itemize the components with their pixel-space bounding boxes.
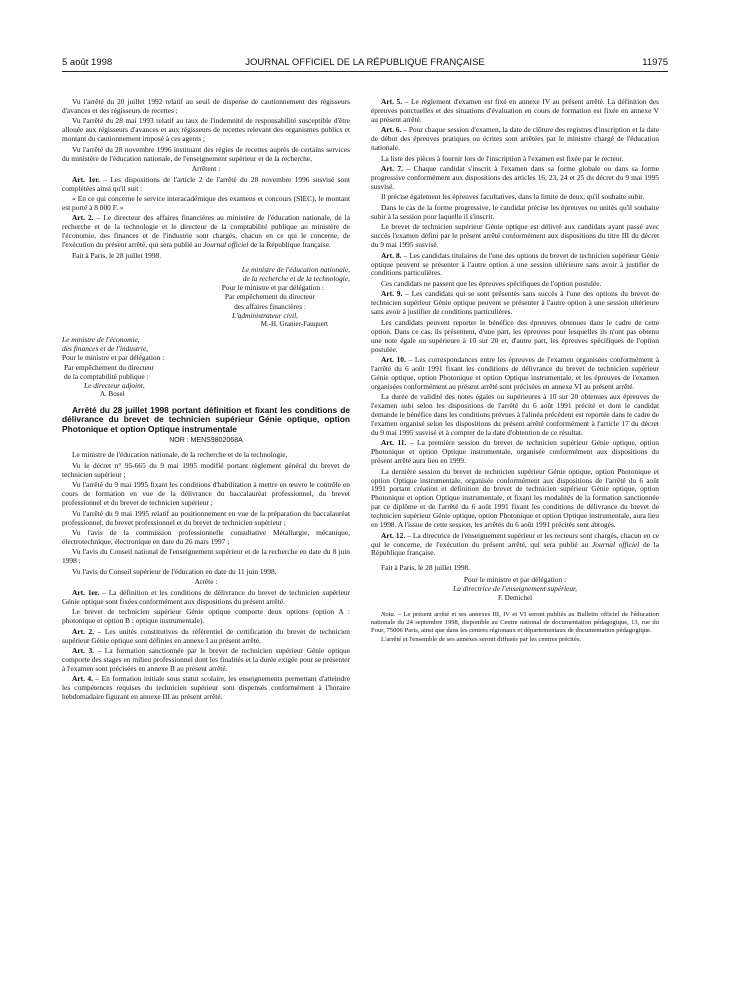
article-label: Art. 12. <box>381 530 406 540</box>
article-label: Art. 6. <box>381 125 402 135</box>
arrete-heading: Arrête : <box>194 577 218 587</box>
paragraph: La durée de validité des notes égales ou supérieures à 10 sur 20 obtenues aux épreuves de l'examen subi selon les dispositions de l'arrêté du 6 août 1991 précité et dont le candidat demande le bénéfice dans les conditions prévues à l'alinéa précédent est reportée dans le cadre de l'examen organisé selon les dispositions du présent arrêté conformément à l'article 17 du décret du 9 mai 1995 susvisé et à compter de la date d'obtention de ce résultat. <box>371 392 659 437</box>
article-text: – Les candidats titulaires de l'une des options du brevet de technicien supérieur Génie optique peuvent se présenter à l'autre option à une session ultérieure sans avoir à justifier de conditions particulières. <box>371 250 659 278</box>
article-10 <box>371 356 659 392</box>
sig-line: Par empêchement du directeur <box>224 292 315 302</box>
paragraph: Les candidats peuvent reporter le bénéfice des épreuves obtenues dans le cadre de cette option. Dans ce cas, ils présentent, d'une part, les épreuves pour lesquelles ils n'ont pas obtenu une note égale ou supérieure à 10 sur 20 et, d'autre part, les épreuves spécifiques de l'option postulée. <box>371 317 659 354</box>
article-text-end: de la République française. <box>248 240 331 250</box>
article-text: – La première session du brevet de technicien supérieur Génie optique, option Photonique et option Optique instrumentale, organisée conformément aux dispositions du présent arrêté aura lieu en 1999. <box>371 438 659 466</box>
sig-line: des affaires financières : <box>234 301 306 311</box>
article-11 <box>371 439 659 466</box>
article-text: – Le directeur des affaires financières au ministère de l'éducation nationale, de la recherche et de la technologie et le directeur de la comptabilité publique au ministère de l'économie, des finances et de l'industrie sont chargés, chacun en ce qui le concerne, de l'exécution du présent arrêté, qui sera publié au <box>62 213 350 250</box>
sig-line: de la recherche et de la technologie, <box>242 273 350 283</box>
article-3 <box>62 647 350 674</box>
sig-line: Pour le ministre et par délégation : <box>221 283 324 293</box>
header-journal-title: JOURNAL OFFICIEL DE LA RÉPUBLIQUE FRANÇAISE <box>245 57 485 68</box>
article-label: Art. 2. <box>72 626 95 636</box>
signatory-name: A. Bosel <box>100 390 125 399</box>
article-label: Art. 1er. <box>72 587 100 597</box>
paragraph: Vu l'avis du Conseil national de l'enseignement supérieur et de la recherche en date du 8 juin 1998 ; <box>62 547 350 566</box>
article-text-end: de la République française. <box>371 539 659 558</box>
article-label: Art. 9. <box>381 289 403 299</box>
article-1 <box>62 589 350 607</box>
paragraph: Vu l'arrêté du 20 juillet 1992 relatif au seuil de dispense de cautionnement des régisseurs d'avances et des régisseurs de recettes ; <box>62 97 350 115</box>
fait-a-paris: Fait à Paris, le 28 juillet 1998. <box>72 250 162 260</box>
article-1 <box>62 176 350 194</box>
nota-block <box>371 611 659 644</box>
arretent-heading: Arrêtent : <box>191 164 221 174</box>
article-text: – Les candidats qui se sont présentés sans succès à l'une des options du brevet de technicien supérieur Génie optique peuvent se présenter à l'autre option à une session ultérieure sans avoir à justifier de conditions particulières. <box>371 289 659 317</box>
article-text: – La définition et les conditions de délivrance du brevet de technicien supérieur Génie optique sont fixées conformément aux dispositions du présent arrêté. <box>62 587 351 606</box>
paragraph: Ces candidats ne passent que les épreuves spécifiques de l'option postulée. <box>381 278 602 288</box>
paragraph: Vu le décret n° 95-665 du 9 mai 1995 modifié portant règlement général du brevet de technicien supérieur ; <box>62 460 350 479</box>
article-text: – Le règlement d'examen est fixé en annexe IV au présent arrêté. La définition des épreuves ponctuelles et des situations d'évaluation en cours de formation est fixée en annexe V au présent arrêté. <box>371 97 659 124</box>
article-label: Art. 10. <box>381 355 406 364</box>
signature-block-3 <box>371 576 659 603</box>
signature-block-1 <box>62 265 350 330</box>
sig-line: La directrice de l'enseignement supérieur, <box>453 584 577 594</box>
sig-line: Le ministre de l'éducation nationale, <box>241 264 350 274</box>
article-text: – Les dispositions de l'article 2 de l'arrêté du 28 novembre 1996 susvisé sont complétées ainsi qu'il suit : <box>62 174 350 193</box>
article-label: Art. 4. <box>72 674 93 684</box>
sig-line: L'administrateur civil, <box>231 311 298 321</box>
page-header <box>62 57 668 69</box>
article-text: – La formation sanctionnée par le brevet de technicien supérieur Génie optique comporte des stages en milieu professionnel dont les finalités et la durée exigée pour se présenter à l'examen sont précisées en annexe II au présent arrêté. <box>62 646 350 673</box>
signature-block-2 <box>62 335 350 400</box>
paragraph: Il précise également les épreuves facultatives, dans la limite de deux, qu'il souhaite subir. <box>381 192 645 202</box>
paragraph: « En ce qui concerne le service interacadémique des examens et concours (SIEC), le montant est porté à 8 000 F. » <box>62 194 350 212</box>
nota-label: Nota. <box>381 610 396 618</box>
paragraph: Le brevet de technicien supérieur Génie optique comporte deux options (option A : photonique et option B : optique instrumentale). <box>62 607 350 626</box>
article-12 <box>371 532 659 559</box>
article-6 <box>371 126 659 153</box>
sig-line: Le directeur adjoint, <box>84 381 145 391</box>
sig-line: Par empêchement du directeur <box>64 362 155 372</box>
paragraph: Vu l'arrêté du 28 mai 1993 relatif au taux de l'indemnité de responsabilité susceptible d'être allouée aux régisseurs d'avances et aux régisseurs de recettes relevant des organismes publics et montant du cautionnement imposé à ces agents ; <box>62 116 350 144</box>
article-text: – Pour chaque session d'examen, la date de clôture des registres d'inscription et la date de début des épreuves pratiques ou écrites sont arrêtées par le ministre chargé de l'éducation nationale. <box>371 125 659 153</box>
paragraph: Vu l'avis du Conseil supérieur de l'éducation en date du 11 juin 1998, <box>72 566 277 576</box>
article-2 <box>62 214 350 250</box>
article-5 <box>371 98 659 125</box>
signatory-name: M.-H. Granier-Fauquert <box>260 320 328 329</box>
decree-title: Arrêté du 28 juillet 1998 portant définition et fixant les conditions de délivrance du brevet de technicien supérieur Génie optique, option Photonique et option Optique instrumentale <box>62 404 350 434</box>
article-text: – En formation initiale sous statut scolaire, les enseignements permettant d'atteindre les compétences requises du technicien supérieur sont dispensés conformément à l'horaire hebdomadaire figurant en annexe III au présent arrêté. <box>62 674 350 702</box>
article-2 <box>62 628 350 646</box>
nota-paragraph: L'arrêté et l'ensemble de ses annexes seront diffusés par les centres précités. <box>381 635 581 643</box>
header-page-number: 11975 <box>642 57 668 68</box>
article-4 <box>62 675 350 702</box>
paragraph: Vu l'arrêté du 9 mai 1995 fixant les conditions d'habilitation à mettre en œuvre le contrôle en cours de formation en vue de la délivrance du baccalauréat professionnel, du brevet professionnel et du brevet de technicien supérieur ; <box>62 480 350 508</box>
left-column <box>62 98 350 704</box>
sig-line: des finances et de l'industrie, <box>62 343 148 353</box>
paragraph: Vu l'arrêté du 28 novembre 1996 instituant des régies de recettes auprès de certains services du ministère de l'éducation nationale, de l'enseignement supérieur et de la recherche, <box>62 144 350 163</box>
article-label: Art. 3. <box>72 646 95 656</box>
right-column <box>371 98 659 645</box>
article-8 <box>371 252 659 279</box>
paragraph: Vu l'avis de la commission professionnelle consultative Métallurgie, mécanique, électrotechnique, électronique en date du 26 mars 1997 ; <box>62 528 350 546</box>
nota-paragraph <box>371 611 659 635</box>
journal-officiel-ref: Journal officiel <box>592 539 640 549</box>
paragraph: Vu l'arrêté du 9 mai 1995 relatif au positionnement en vue de la préparation du baccalauréat professionnel, du brevet professionnel et du brevet de technicien supérieur ; <box>62 508 350 527</box>
article-label: Art. 8. <box>381 250 402 260</box>
header-date: 5 août 1998 <box>62 57 113 68</box>
journal-officiel-ref: Journal officiel <box>203 240 249 250</box>
paragraph: Le brevet de technicien supérieur Génie optique est délivré aux candidats ayant passé avec succès l'examen défini par le présent arrêté conformément aux dispositions du titre III du décret du 9 mai 1995 susvisé. <box>371 222 659 250</box>
signatory-name: F. Demichel <box>497 594 533 603</box>
paragraph: La dernière session du brevet de technicien supérieur Génie optique, option Photonique et option Optique instrumentale, organisée conformément aux dispositions de l'arrêté du 6 août 1991 portant création et définition du brevet de technicien supérieur Génie optique, option Photonique et option Optique instrumentale, et fixant les modalités de la formation sanctionnée par ce diplôme et de l'arrêté du 6 août 1991 fixant les conditions de délivrance du brevet de technicien supérieur Génie optique, option Photonique et option Optique instrumentale, aura lieu en 1998. A l'issue de cette session, les arrêtés du 6 août 1991 précités sont abrogés. <box>371 466 659 530</box>
sig-line: Pour le ministre et par délégation : <box>463 575 567 585</box>
article-label: Art. 1er. <box>72 174 100 184</box>
fait-a-paris: Fait à Paris, le 28 juillet 1998. <box>381 563 471 573</box>
paragraph: Le ministre de l'éducation nationale, de la recherche et de la technologie, <box>72 450 288 460</box>
header-rule <box>62 71 668 72</box>
article-7 <box>371 165 659 192</box>
paragraph: Dans le cas de la forme progressive, le candidat précise les épreuves ou unités qu'il souhaite subir à la session pour laquelle il s'inscrit. <box>371 202 659 221</box>
article-9 <box>371 290 659 317</box>
article-text: – Les unités constitutives du référentiel de certification du brevet de technicien supérieur Génie optique sont définies en annexe I au présent arrêté. <box>62 626 350 645</box>
article-text: – La directrice de l'enseignement supérieur et les recteurs sont chargés, chacun en ce qui le concerne, de l'exécution du présent arrêté, qui sera publié au <box>371 530 660 549</box>
article-text: – Chaque candidat s'inscrit à l'examen dans sa forme globale ou dans sa forme progressive conformément aux dispositions des articles 16, 23, 24 et 25 du décret du 9 mai 1995 susvisé. <box>371 164 660 191</box>
nota-text: – Le présent arrêté et ses annexes III, IV et VI seront publiés au Bulletin officiel de l'éducation nationale du 24 septembre 1998, disponible au Centre national de documentation pédagogique, 13, rue du Four, 75006 Paris, ainsi que dans les centres régionaux et départementaux de documentation pédagogique. <box>371 610 659 634</box>
sig-line: de la comptabilité publique : <box>64 371 149 381</box>
sig-line: Le ministre de l'économie, <box>62 334 140 344</box>
article-label: Art. 11. <box>381 438 407 448</box>
article-text: – Les correspondances entre les épreuves de l'examen organisées conformément à l'arrêté du 6 août 1991 fixant les conditions de délivrance du brevet de technicien supérieur Génie optique, option Photonique et option Optique instrumentale, et les épreuves de l'examen organisées conformément au présent arrêté sont précisées en annexe VI au présent arrêté. <box>371 355 659 391</box>
article-label: Art. 7. <box>381 164 403 174</box>
article-label: Art. 5. <box>381 97 403 106</box>
sig-line: Pour le ministre et par délégation : <box>62 353 165 363</box>
nor-reference: NOR : MENS9802068A <box>169 436 243 444</box>
article-label: Art. 2. <box>72 213 94 223</box>
paragraph: La liste des pièces à fournir lors de l'inscription à l'examen est fixée par le recteur. <box>381 153 624 163</box>
